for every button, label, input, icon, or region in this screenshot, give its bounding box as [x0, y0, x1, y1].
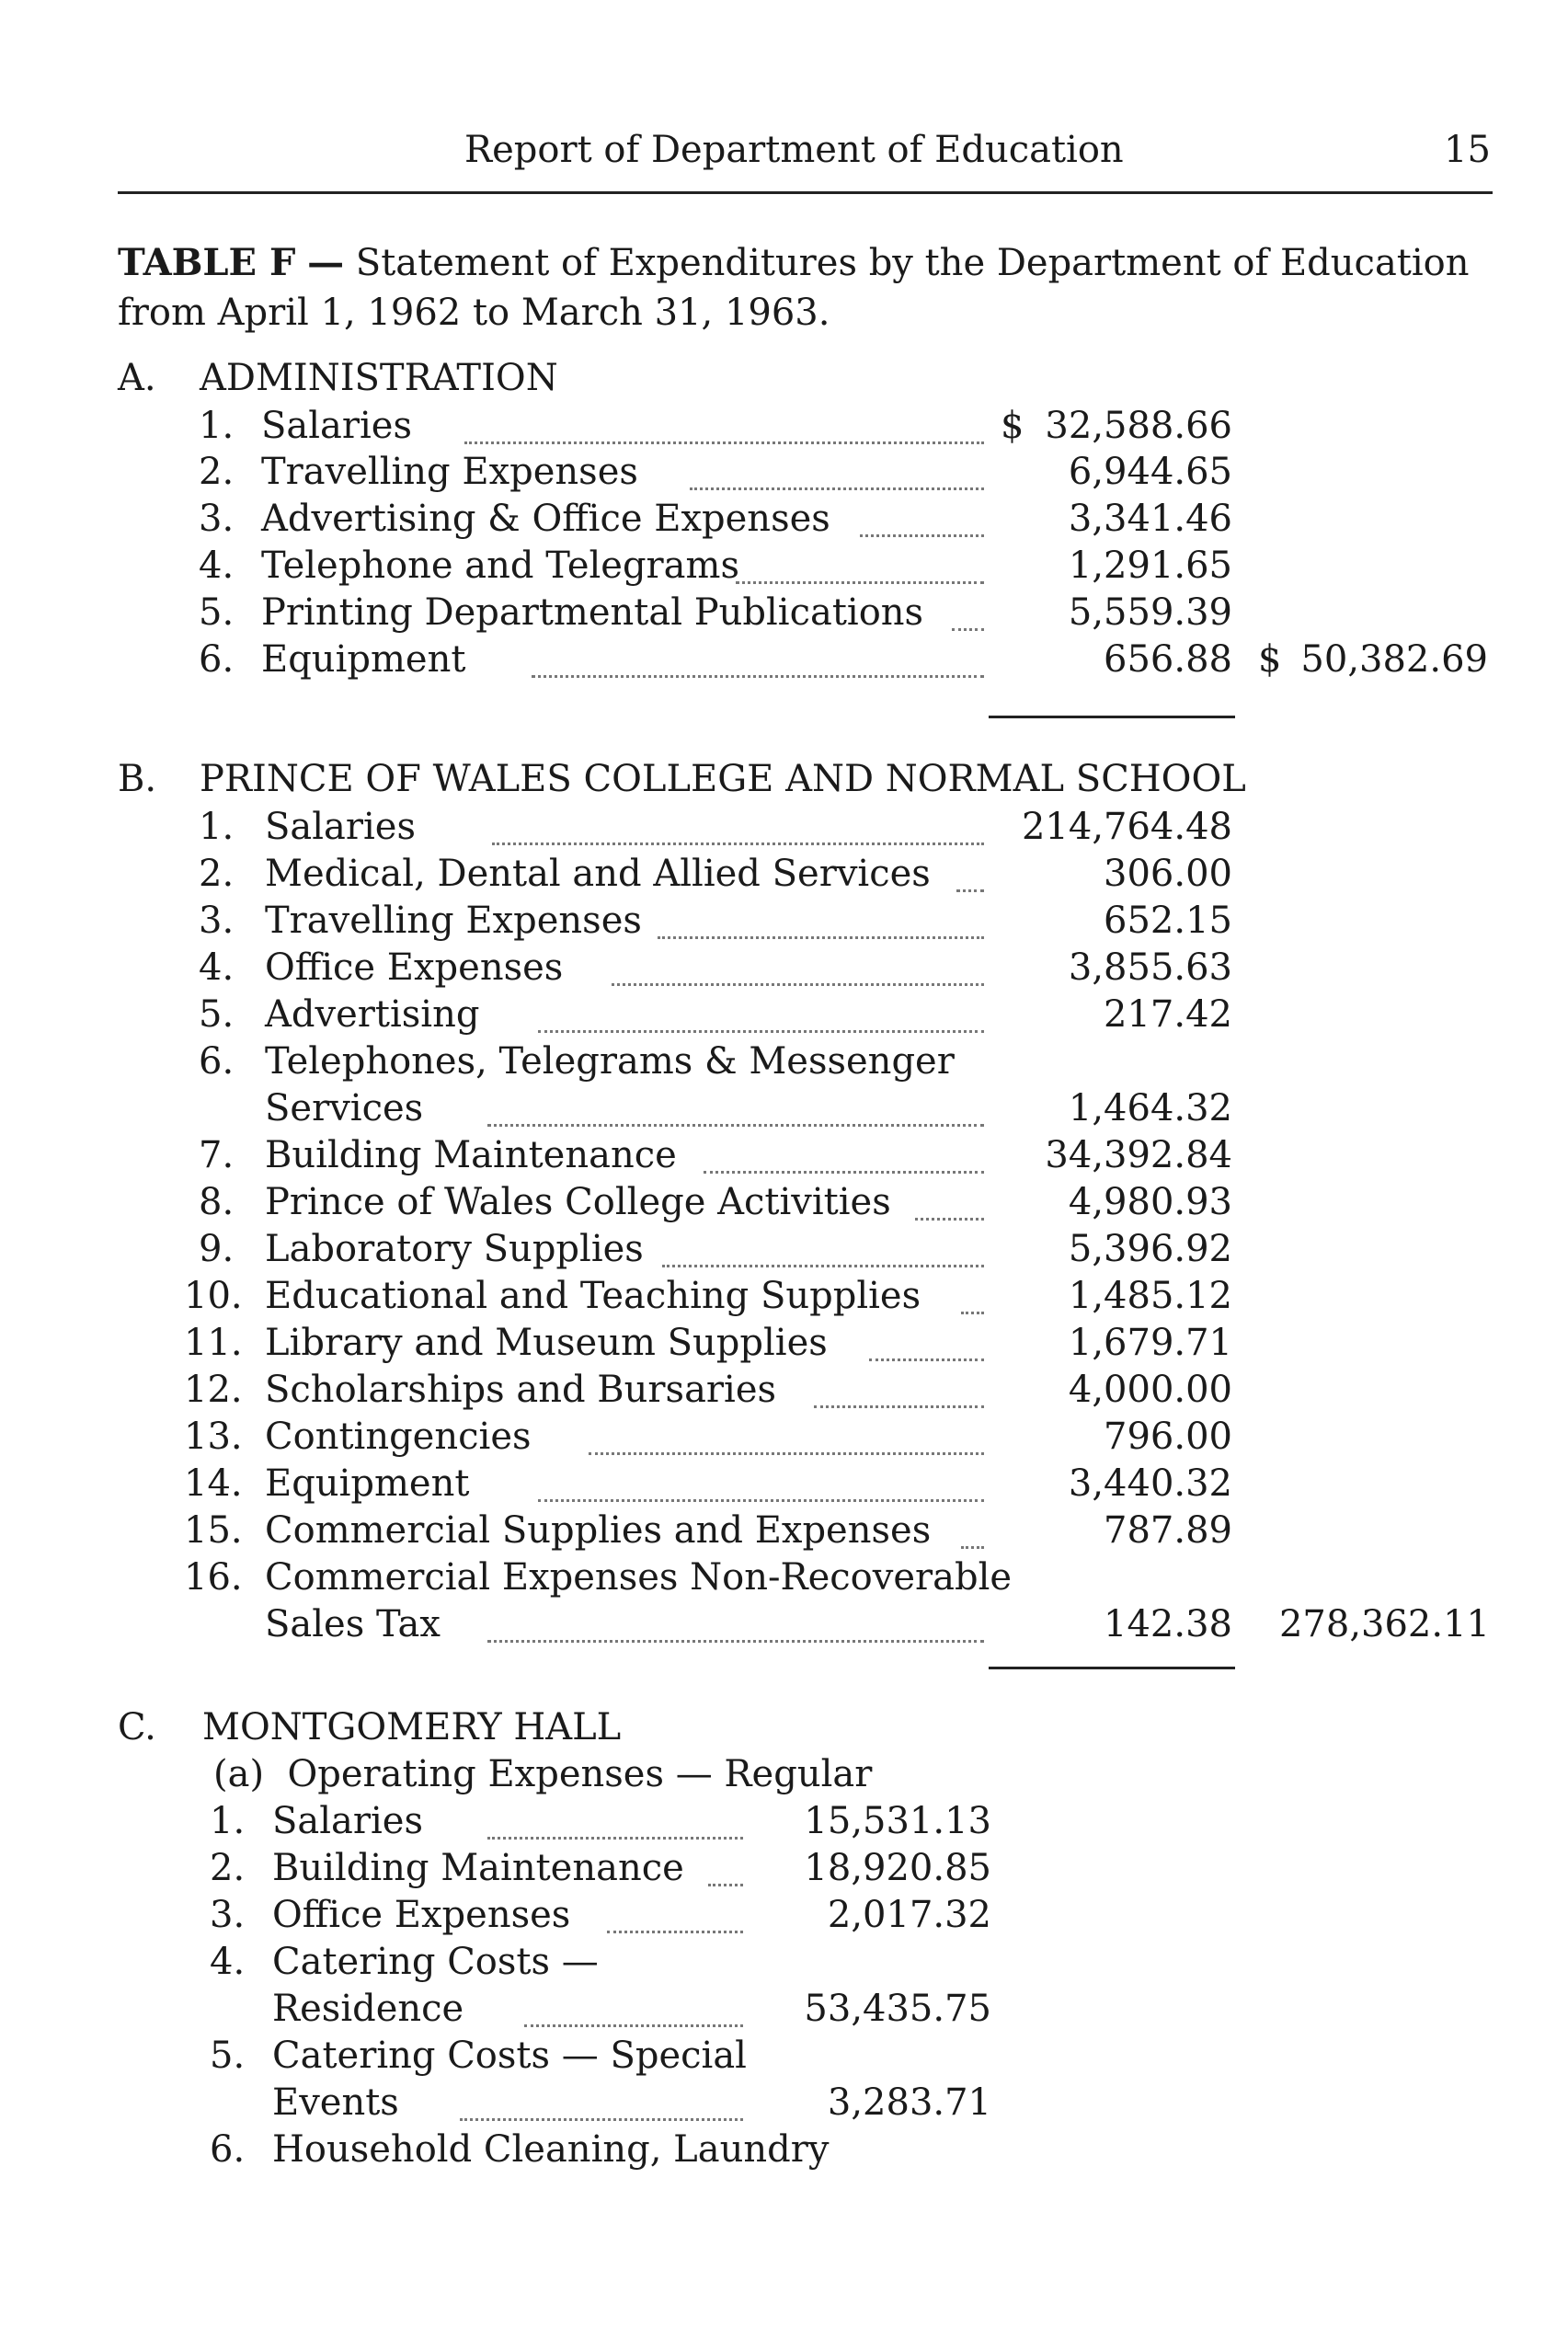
section-letter: B.: [118, 758, 157, 800]
item-amount: 6,944.65: [1068, 451, 1232, 493]
item-number: 14.: [184, 1462, 243, 1505]
item-label: Household Cleaning, Laundry: [272, 2128, 830, 2171]
item-number: 4.: [199, 946, 235, 989]
dot-leader: [658, 936, 984, 939]
item-label: Travelling Expenses: [261, 451, 638, 493]
item-amount: 32,588.66: [1045, 405, 1232, 447]
item-number: 2.: [199, 853, 235, 895]
dot-leader: [952, 628, 984, 631]
item-label: Travelling Expenses: [265, 900, 642, 942]
dot-leader: [814, 1405, 984, 1408]
item-number: 1.: [199, 405, 235, 447]
item-label: Salaries: [272, 1800, 424, 1842]
subtotal-rule: [989, 716, 1235, 718]
item-number: 5.: [199, 993, 235, 1036]
dot-leader: [736, 581, 984, 584]
section-total: 278,362.11: [1278, 1603, 1490, 1645]
item-amount: 306.00: [1104, 853, 1232, 895]
item-amount: 656.88: [1104, 638, 1232, 681]
dot-leader: [869, 1358, 984, 1361]
item-label: Salaries: [261, 405, 413, 447]
item-label-continued: Residence: [272, 1988, 464, 2030]
item-amount: 217.42: [1104, 993, 1232, 1036]
dot-leader: [961, 1546, 984, 1549]
item-amount: 652.15: [1104, 900, 1232, 942]
item-number: 10.: [184, 1275, 243, 1317]
item-label: Catering Costs —: [272, 1941, 599, 1983]
subtotal-rule: [989, 1667, 1235, 1669]
currency-sign: $: [1001, 405, 1024, 447]
item-amount: 3,341.46: [1068, 498, 1232, 540]
item-label: Salaries: [265, 806, 417, 848]
item-label: Building Maintenance: [272, 1847, 684, 1889]
item-number: 16.: [184, 1556, 243, 1599]
dot-leader: [860, 534, 984, 537]
item-number: 7.: [199, 1134, 235, 1176]
dot-leader: [915, 1218, 984, 1221]
table-title-line2: from April 1, 1962 to March 31, 1963.: [118, 292, 830, 334]
dot-leader: [460, 2118, 743, 2121]
item-label: Educational and Teaching Supplies: [265, 1275, 921, 1317]
item-label-continued: Events: [272, 2081, 399, 2124]
item-amount: 4,980.93: [1068, 1181, 1232, 1223]
page-number: 15: [1444, 129, 1491, 171]
item-label-continued: Services: [265, 1087, 424, 1129]
dot-leader: [961, 1312, 984, 1314]
item-amount: 53,435.75: [804, 1988, 991, 2030]
item-amount: 1,679.71: [1068, 1322, 1232, 1364]
item-number: 11.: [184, 1322, 243, 1364]
section-title: ADMINISTRATION: [200, 357, 558, 399]
item-number: 4.: [210, 1941, 246, 1983]
item-label: Laboratory Supplies: [265, 1228, 644, 1270]
table-dash: —: [307, 241, 345, 284]
item-number: 9.: [199, 1228, 235, 1270]
item-label: Commercial Expenses Non-Recoverable: [265, 1556, 1013, 1599]
section-title: MONTGOMERY HALL: [202, 1706, 622, 1748]
item-amount: 214,764.48: [1021, 806, 1232, 848]
item-label: Advertising & Office Expenses: [261, 498, 830, 540]
item-number: 2.: [210, 1847, 246, 1889]
item-label: Prince of Wales College Activities: [265, 1181, 891, 1223]
dot-leader: [956, 889, 984, 892]
item-amount: 15,531.13: [804, 1800, 991, 1842]
dot-leader: [464, 441, 984, 444]
dot-leader: [612, 983, 984, 986]
dot-leader: [662, 1265, 984, 1267]
section-total: 50,382.69: [1300, 638, 1488, 681]
item-label: Equipment: [265, 1462, 470, 1505]
item-amount: 5,559.39: [1068, 591, 1232, 634]
item-number: 6.: [210, 2128, 246, 2171]
dot-leader: [487, 1837, 743, 1840]
item-label: Contingencies: [265, 1416, 532, 1458]
item-label: Advertising: [265, 993, 480, 1036]
item-number: 8.: [199, 1181, 235, 1223]
item-label: Catering Costs — Special: [272, 2035, 747, 2077]
total-currency-sign: $: [1258, 638, 1282, 681]
item-label: Telephone and Telegrams: [261, 545, 739, 587]
running-header-title: Report of Department of Education: [464, 129, 1124, 171]
item-amount: 796.00: [1104, 1416, 1232, 1458]
dot-leader: [607, 1931, 743, 1933]
dot-leader: [487, 1124, 984, 1127]
item-amount: 787.89: [1104, 1509, 1232, 1552]
item-amount: 2,017.32: [827, 1894, 991, 1936]
item-label: Scholarships and Bursaries: [265, 1369, 777, 1411]
item-amount: 3,855.63: [1068, 946, 1232, 989]
table-title: [118, 241, 1470, 284]
item-amount: 3,440.32: [1068, 1462, 1232, 1505]
dot-leader: [492, 843, 984, 845]
item-number: 6.: [199, 1040, 235, 1083]
item-number: 12.: [184, 1369, 243, 1411]
item-number: 5.: [210, 2035, 246, 2077]
item-label: Medical, Dental and Allied Services: [265, 853, 931, 895]
item-amount: 4,000.00: [1068, 1369, 1232, 1411]
item-number: 3.: [210, 1894, 246, 1936]
item-label: Printing Departmental Publications: [261, 591, 924, 634]
dot-leader: [487, 1640, 984, 1643]
item-number: 1.: [199, 806, 235, 848]
section-title: PRINCE OF WALES COLLEGE AND NORMAL SCHOOL: [200, 758, 1246, 800]
item-label: Building Maintenance: [265, 1134, 677, 1176]
subheading: (a) Operating Expenses — Regular: [213, 1753, 873, 1795]
dot-leader: [589, 1452, 984, 1455]
item-amount: 1,291.65: [1068, 545, 1232, 587]
item-number: 5.: [199, 591, 235, 634]
item-label-continued: Sales Tax: [265, 1603, 441, 1645]
dot-leader: [708, 1884, 743, 1886]
item-number: 13.: [184, 1416, 243, 1458]
item-label: Library and Museum Supplies: [265, 1322, 828, 1364]
item-number: 2.: [199, 451, 235, 493]
item-number: 3.: [199, 900, 235, 942]
section-letter: C.: [118, 1706, 156, 1748]
dot-leader: [538, 1030, 984, 1033]
item-label: Equipment: [261, 638, 466, 681]
item-amount: 18,920.85: [804, 1847, 991, 1889]
item-amount: 1,464.32: [1068, 1087, 1232, 1129]
dot-leader: [532, 675, 984, 678]
item-amount: 1,485.12: [1068, 1275, 1232, 1317]
item-amount: 34,392.84: [1045, 1134, 1232, 1176]
item-number: 6.: [199, 638, 235, 681]
item-number: 3.: [199, 498, 235, 540]
item-label: Commercial Supplies and Expenses: [265, 1509, 932, 1552]
item-number: 1.: [210, 1800, 246, 1842]
item-label: Office Expenses: [265, 946, 564, 989]
dot-leader: [704, 1171, 984, 1174]
item-amount: 5,396.92: [1068, 1228, 1232, 1270]
item-amount: 142.38: [1104, 1603, 1232, 1645]
item-number: 4.: [199, 545, 235, 587]
dot-leader: [538, 1499, 984, 1502]
section-letter: A.: [118, 357, 156, 399]
item-amount: 3,283.71: [827, 2081, 991, 2124]
item-label: Telephones, Telegrams & Messenger: [265, 1040, 955, 1083]
dot-leader: [690, 487, 984, 490]
table-label: TABLE F: [118, 241, 296, 284]
dot-leader: [524, 2024, 743, 2027]
item-number: 15.: [184, 1509, 243, 1552]
header-rule: [118, 191, 1493, 194]
item-label: Office Expenses: [272, 1894, 571, 1936]
table-title-line1: Statement of Expenditures by the Department of Education: [355, 242, 1470, 284]
